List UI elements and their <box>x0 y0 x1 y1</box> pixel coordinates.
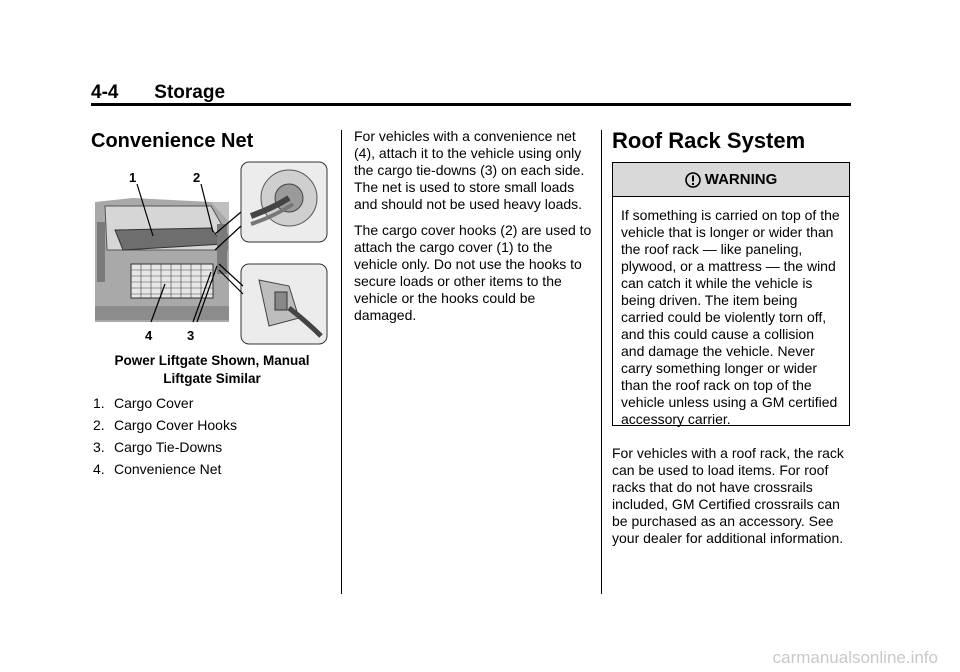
item-label: Convenience Net <box>114 461 222 477</box>
callout-2: 2 <box>193 170 201 185</box>
item-number: 2. <box>93 417 105 433</box>
item-label: Cargo Cover <box>114 395 194 411</box>
list-item <box>93 394 333 412</box>
warning-header <box>613 163 849 197</box>
warning-text: If something is carried on top of the vehicle that is longer or wider than the roof rack — like paneling, plywood, or a mattress — the wind can catch it while the vehicle is being driven. The item being carried could be violently torn off, and this could cause a collision and damage the vehicle. Never carry something longer or wider than the roof rack on top of the vehicle unless using a GM certified accessory carrier. <box>621 207 840 427</box>
roof-rack-title: Roof Rack System <box>612 128 806 153</box>
column-divider-1 <box>341 130 342 594</box>
callout-4: 4 <box>145 328 153 343</box>
item-number: 3. <box>93 439 105 455</box>
page-header <box>91 82 851 104</box>
item-label: Cargo Cover Hooks <box>114 417 237 433</box>
list-item <box>93 438 333 456</box>
cargo-area-illustration <box>93 160 329 348</box>
watermark: carmanualsonline.info <box>772 648 938 667</box>
callout-3: 3 <box>187 328 195 343</box>
warning-icon <box>685 172 701 188</box>
item-label: Cargo Tie-Downs <box>114 439 223 455</box>
callout-legend <box>93 394 333 482</box>
section-name: Storage <box>154 82 226 103</box>
header-rule <box>91 103 851 106</box>
callout-1: 1 <box>129 170 137 185</box>
warning-label: WARNING <box>704 171 778 188</box>
page-number: 4-4 <box>91 82 119 103</box>
body-paragraph-1: For vehicles with a convenience net (4), attach it to the vehicle using only the cargo tie-downs (3) on each side. The net is used to store small loads and should not be used heavy loads. <box>354 128 585 212</box>
convenience-net-title: Convenience Net <box>91 130 254 152</box>
list-item <box>93 416 333 434</box>
warning-box <box>612 162 850 426</box>
column-divider-2 <box>601 130 602 594</box>
convenience-net-body <box>354 128 592 333</box>
caption-line-1: Power Liftgate Shown, Manual <box>114 353 310 368</box>
list-item <box>93 460 333 478</box>
body-paragraph-2: The cargo cover hooks (2) are used to attach the cargo cover (1) to the vehicle only. Do not use the hooks to secure loads or other items to the vehicle or the hooks could be damaged. <box>354 222 592 323</box>
item-number: 4. <box>93 461 105 477</box>
figure-caption <box>94 352 330 388</box>
caption-line-2: Liftgate Similar <box>163 371 261 386</box>
roof-rack-paragraph: For vehicles with a roof rack, the rack can be used to load items. For roof racks that do not have crossrails included, GM Certified crossrails can be purchased as an accessory. See your dealer for additional information. <box>612 445 844 546</box>
item-number: 1. <box>93 395 105 411</box>
